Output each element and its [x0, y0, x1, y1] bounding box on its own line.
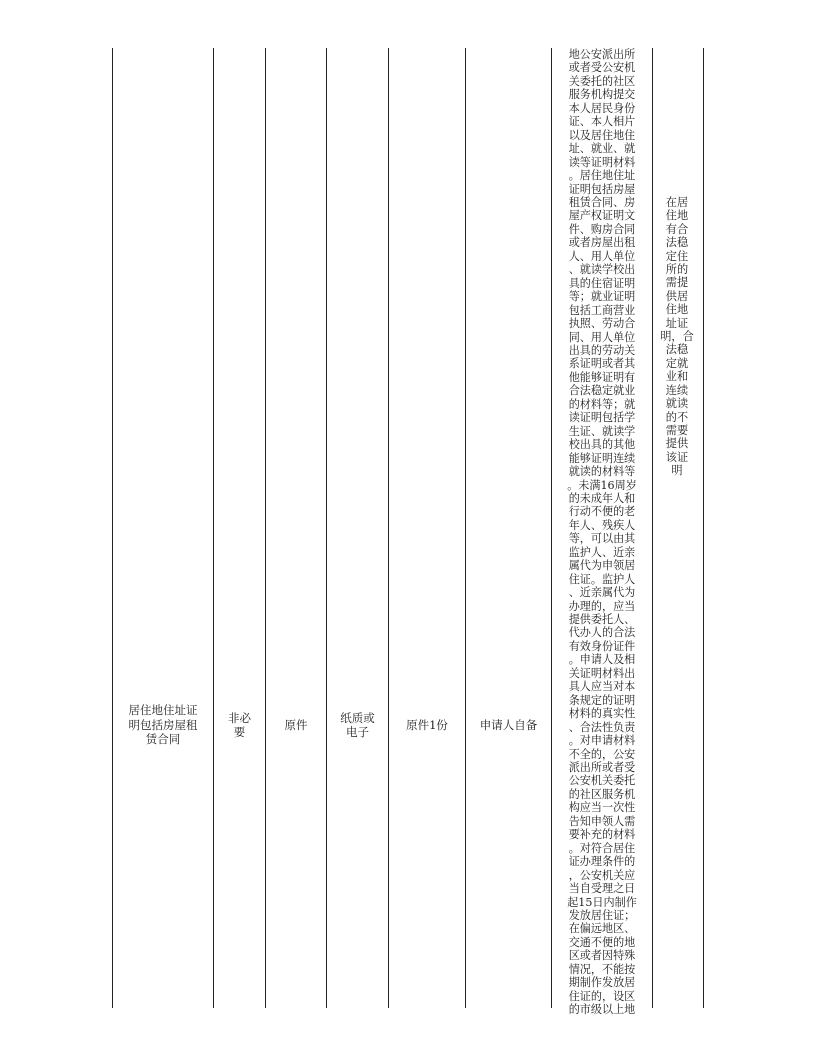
table-border-line	[213, 48, 214, 1008]
table-border-line	[551, 48, 552, 1008]
form-cell: 原件	[284, 717, 308, 732]
table-border-line	[465, 48, 466, 1008]
table-border-line	[112, 48, 113, 1008]
table-border-line	[703, 48, 704, 1008]
table-border-line	[652, 48, 653, 1008]
medium-cell: 纸质或 电子	[340, 710, 375, 739]
table-border-line	[388, 48, 389, 1008]
notes-cell: 地公安派出所 或者受公安机 关委托的社区 服务机构提交 本人居民身份 证、本人相片 以及居住地住 址、就业、就 读等证明材料 。居住地住址 证明包括房屋 租赁合同、房 屋产权证明文 件、购房合同 或者房屋出租 人、用人单位 、就读学校出 具的住宿证明 等；就业证明 包括工商营业 执照、劳动合 同、用人单位 出具的劳动关 系证明或者其 他能够证明有 合法稳定就业 的材料等；就 读证明包括学 生证、就读学 校出具的其他 能够证明连续 就读的材料等 。未满16周岁 的未成年人和 行动不便的老 年人、残疾人 等，可以由其 监护人、近亲 属代为申领居 住证。监护人 、近亲属代为 办理的，应当 提供委托人、 代办人的合法 有效身份证件 。申请人及相 关证明材料出 具人应当对本 条规定的证明 材料的真实性 、合法性负责 。对申请材料 不全的，公安 派出所或者受 公安机关委托 的社区服务机 构应当一次性 告知申领人需 要补充的材料 。对符合居住 证办理条件的 ，公安机关应 当自受理之日 起15日内制作 发放居住证； 在偏远地区、 交通不便的地 区或者因特殊 情况，不能按 期制作发放居 住证的，设区 的市级以上地	[567, 48, 637, 1017]
remark-cell: 在居 住地 有合 法稳 定住 所的 需提 供居 住地 址证 明，合 法稳 定就 业和 连续 就读 的不 需要 提供 该证 明	[660, 196, 694, 478]
table-border-line	[326, 48, 327, 1008]
source-cell: 申请人自备	[479, 717, 538, 732]
quantity-cell: 原件1份	[406, 717, 448, 732]
table-border-line	[265, 48, 266, 1008]
required-cell: 非必 要	[228, 710, 251, 739]
material-name-cell: 居住地住址证 明包括房屋租 赁合同	[128, 703, 198, 747]
